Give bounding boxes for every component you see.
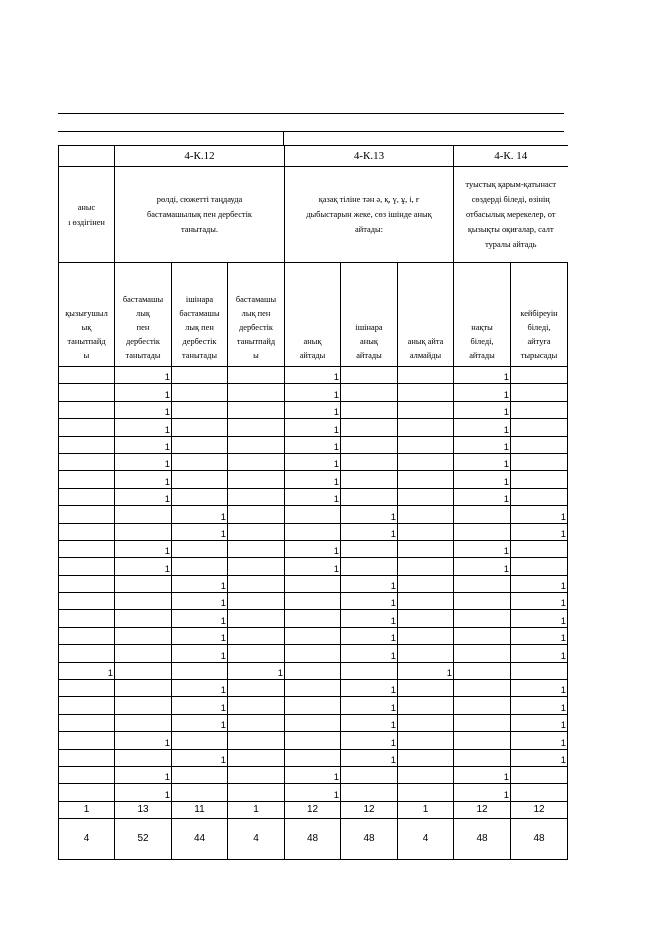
- data-cell: [285, 575, 341, 592]
- total-cell: 11: [172, 801, 228, 818]
- data-cell: 1: [285, 471, 341, 488]
- data-cell: [172, 766, 228, 783]
- data-cell: [511, 436, 568, 453]
- data-cell: 1: [341, 714, 398, 731]
- data-cell: [228, 471, 285, 488]
- table-row: [59, 784, 568, 801]
- data-cell: [59, 575, 115, 592]
- data-cell: [228, 523, 285, 540]
- data-cell: [228, 506, 285, 523]
- data-cell: [172, 732, 228, 749]
- table-row: [59, 558, 568, 575]
- data-cell: [285, 714, 341, 731]
- total-cell: 12: [285, 801, 341, 818]
- data-cell: [398, 645, 454, 662]
- data-cell: [454, 662, 511, 679]
- data-cell: [511, 384, 568, 401]
- data-cell: [228, 453, 285, 470]
- data-cell: 1: [115, 766, 172, 783]
- data-cell: 1: [341, 680, 398, 697]
- data-cell: [172, 540, 228, 557]
- level-header: анық айта алмайды: [398, 263, 454, 367]
- group-code: [59, 146, 115, 167]
- data-cell: [228, 697, 285, 714]
- data-cell: [172, 471, 228, 488]
- data-cell: 1: [454, 766, 511, 783]
- table-row: [59, 453, 568, 470]
- data-cell: [59, 523, 115, 540]
- data-cell: 1: [172, 610, 228, 627]
- data-cell: [398, 540, 454, 557]
- data-cell: 1: [341, 645, 398, 662]
- data-cell: [341, 367, 398, 384]
- table-row: [59, 419, 568, 436]
- table-row: [59, 627, 568, 644]
- data-cell: 1: [511, 506, 568, 523]
- data-cell: [59, 401, 115, 418]
- data-cell: [228, 540, 285, 557]
- data-cell: [59, 697, 115, 714]
- table-row: [59, 540, 568, 557]
- data-cell: [454, 506, 511, 523]
- data-cell: [511, 558, 568, 575]
- level-header: нақты біледі, айтады: [454, 263, 511, 367]
- data-cell: [454, 645, 511, 662]
- data-cell: 1: [115, 419, 172, 436]
- data-cell: 1: [341, 575, 398, 592]
- data-cell: 1: [115, 453, 172, 470]
- level-header-row: [59, 263, 568, 367]
- column-divider-line: [283, 131, 284, 145]
- assessment-table: [58, 145, 568, 860]
- data-cell: [115, 627, 172, 644]
- data-cell: 1: [511, 627, 568, 644]
- data-cell: [228, 680, 285, 697]
- data-cell: 1: [285, 766, 341, 783]
- data-cell: [115, 697, 172, 714]
- data-cell: 1: [172, 506, 228, 523]
- data-cell: 1: [511, 697, 568, 714]
- data-cell: 1: [115, 436, 172, 453]
- data-cell: 1: [285, 488, 341, 505]
- data-cell: [115, 610, 172, 627]
- data-cell: 1: [454, 488, 511, 505]
- data-cell: 1: [454, 401, 511, 418]
- data-cell: 1: [341, 593, 398, 610]
- data-cell: 1: [115, 471, 172, 488]
- table-row: [59, 714, 568, 731]
- data-cell: [454, 627, 511, 644]
- total-cell: 12: [511, 801, 568, 818]
- data-cell: 1: [341, 610, 398, 627]
- data-cell: 1: [511, 680, 568, 697]
- data-cell: 1: [59, 662, 115, 679]
- data-cell: 1: [454, 540, 511, 557]
- data-cell: [228, 784, 285, 801]
- data-cell: 1: [285, 436, 341, 453]
- data-cell: [454, 680, 511, 697]
- data-cell: 1: [115, 540, 172, 557]
- data-cell: [228, 575, 285, 592]
- data-cell: [115, 680, 172, 697]
- data-cell: [511, 367, 568, 384]
- data-cell: 1: [115, 732, 172, 749]
- data-cell: [285, 610, 341, 627]
- data-cell: [511, 471, 568, 488]
- total-cell: 12: [454, 801, 511, 818]
- data-cell: [172, 662, 228, 679]
- data-cell: 1: [511, 645, 568, 662]
- data-cell: 1: [511, 575, 568, 592]
- group-description: рөлді, сюжетті таңдауда бастамашылық пен дербестік танытады.: [115, 167, 285, 263]
- data-cell: 1: [115, 367, 172, 384]
- criterion-description-row: [59, 167, 568, 263]
- data-cell: 1: [454, 384, 511, 401]
- data-cell: [228, 419, 285, 436]
- data-cell: 1: [341, 523, 398, 540]
- data-cell: 1: [172, 593, 228, 610]
- data-cell: [285, 593, 341, 610]
- data-cell: [115, 645, 172, 662]
- data-cell: 1: [115, 558, 172, 575]
- data-cell: 1: [398, 662, 454, 679]
- data-cell: [172, 419, 228, 436]
- data-cell: [398, 471, 454, 488]
- data-cell: [172, 784, 228, 801]
- data-cell: 1: [172, 697, 228, 714]
- level-header: ішінара анық айтады: [341, 263, 398, 367]
- group-code: 4-К.13: [285, 146, 454, 167]
- data-cell: 1: [454, 784, 511, 801]
- data-cell: 1: [341, 506, 398, 523]
- criterion-code-row: [59, 146, 568, 167]
- data-cell: 1: [285, 401, 341, 418]
- data-cell: 1: [172, 680, 228, 697]
- table-row: [59, 367, 568, 384]
- data-cell: [454, 575, 511, 592]
- data-cell: [228, 401, 285, 418]
- total-cell: 1: [398, 801, 454, 818]
- percent-cell: 4: [59, 818, 115, 859]
- group-description: аныс ı өздігінен: [59, 167, 115, 263]
- total-cell: 1: [59, 801, 115, 818]
- top-border-line: [58, 113, 564, 114]
- data-cell: [172, 367, 228, 384]
- data-cell: 1: [115, 784, 172, 801]
- table-row: [59, 766, 568, 783]
- data-cell: [341, 453, 398, 470]
- data-cell: 1: [511, 610, 568, 627]
- data-cell: [59, 714, 115, 731]
- data-cell: [398, 367, 454, 384]
- percent-row: [59, 818, 568, 859]
- data-cell: [228, 714, 285, 731]
- data-cell: [511, 662, 568, 679]
- data-cell: 1: [454, 436, 511, 453]
- group-description: туыстық қарым-қатынаст сөздерді біледі, өзінің отбасылық мерекелер, от қызықты оқиғалар, салт туралы айтадь: [454, 167, 568, 263]
- data-cell: 1: [172, 627, 228, 644]
- data-cell: [115, 662, 172, 679]
- percent-cell: 48: [285, 818, 341, 859]
- data-cell: [398, 627, 454, 644]
- data-cell: 1: [172, 523, 228, 540]
- level-header: ішінара бастамашы лық пен дербестік танытады: [172, 263, 228, 367]
- data-cell: [59, 749, 115, 766]
- table-row: [59, 384, 568, 401]
- percent-cell: 44: [172, 818, 228, 859]
- data-cell: 1: [511, 714, 568, 731]
- data-cell: [115, 593, 172, 610]
- table-row: [59, 749, 568, 766]
- data-cell: [285, 645, 341, 662]
- data-cell: 1: [285, 540, 341, 557]
- data-cell: [172, 384, 228, 401]
- data-cell: [59, 732, 115, 749]
- data-cell: 1: [454, 471, 511, 488]
- data-cell: [228, 749, 285, 766]
- data-cell: 1: [341, 697, 398, 714]
- data-cell: 1: [341, 627, 398, 644]
- data-cell: 1: [285, 384, 341, 401]
- data-cell: 1: [341, 732, 398, 749]
- total-cell: 1: [228, 801, 285, 818]
- level-header: бастамашы лық пен дербестік танытпайд ы: [228, 263, 285, 367]
- data-cell: 1: [172, 714, 228, 731]
- data-cell: [228, 593, 285, 610]
- total-cell: 13: [115, 801, 172, 818]
- data-cell: [398, 436, 454, 453]
- table-row: [59, 680, 568, 697]
- data-cell: [454, 523, 511, 540]
- data-cell: [228, 610, 285, 627]
- data-cell: [115, 575, 172, 592]
- data-cell: [341, 401, 398, 418]
- data-cell: [285, 680, 341, 697]
- data-cell: [398, 680, 454, 697]
- data-cell: 1: [115, 384, 172, 401]
- group-code: 4-К.12: [115, 146, 285, 167]
- data-cell: 1: [511, 732, 568, 749]
- data-cell: [228, 384, 285, 401]
- data-cell: [59, 680, 115, 697]
- data-cell: [115, 749, 172, 766]
- data-cell: 1: [172, 645, 228, 662]
- percent-cell: 48: [341, 818, 398, 859]
- table-row: [59, 697, 568, 714]
- data-cell: [285, 523, 341, 540]
- data-cell: [398, 506, 454, 523]
- data-cell: [511, 488, 568, 505]
- data-cell: [341, 784, 398, 801]
- data-cell: 1: [454, 367, 511, 384]
- data-cell: [59, 471, 115, 488]
- data-cell: [59, 610, 115, 627]
- data-cell: [454, 714, 511, 731]
- data-cell: [398, 488, 454, 505]
- table-row: [59, 471, 568, 488]
- table-row: [59, 732, 568, 749]
- data-cell: [59, 540, 115, 557]
- data-cell: [285, 749, 341, 766]
- data-cell: [398, 766, 454, 783]
- data-cell: [454, 749, 511, 766]
- data-cell: [172, 453, 228, 470]
- data-cell: [59, 784, 115, 801]
- table-row: [59, 488, 568, 505]
- level-header: анық айтады: [285, 263, 341, 367]
- data-cell: 1: [454, 558, 511, 575]
- table-row: [59, 593, 568, 610]
- data-cell: [59, 384, 115, 401]
- data-cell: [398, 749, 454, 766]
- data-cell: [398, 558, 454, 575]
- data-cell: [341, 540, 398, 557]
- data-cell: 1: [228, 662, 285, 679]
- data-cell: [285, 697, 341, 714]
- table-row: [59, 436, 568, 453]
- data-cell: [454, 732, 511, 749]
- data-cell: [511, 766, 568, 783]
- data-cell: [398, 732, 454, 749]
- data-cell: [59, 766, 115, 783]
- data-cell: 1: [285, 367, 341, 384]
- data-cell: [172, 488, 228, 505]
- level-header: қызығушыл ық танытпайд ы: [59, 263, 115, 367]
- data-cell: [341, 558, 398, 575]
- data-cell: [511, 540, 568, 557]
- percent-cell: 52: [115, 818, 172, 859]
- data-cell: [285, 627, 341, 644]
- percent-cell: 4: [228, 818, 285, 859]
- table-row: [59, 575, 568, 592]
- data-cell: 1: [511, 523, 568, 540]
- data-cell: [398, 593, 454, 610]
- data-cell: 1: [511, 593, 568, 610]
- data-cell: 1: [172, 749, 228, 766]
- table-row: [59, 662, 568, 679]
- group-code: 4-К. 14: [454, 146, 568, 167]
- data-cell: [59, 453, 115, 470]
- group-description: қазақ тіліне тән ә, қ, ү, ұ, і, ғ дыбыстарын жеке, сөз ішінде анық айтады:: [285, 167, 454, 263]
- level-header: кейбіреуін біледі, айтуға тырысады: [511, 263, 568, 367]
- data-cell: [398, 575, 454, 592]
- data-cell: [228, 488, 285, 505]
- data-cell: [398, 523, 454, 540]
- data-cell: [511, 401, 568, 418]
- data-cell: [285, 732, 341, 749]
- data-cell: [341, 436, 398, 453]
- data-cell: [341, 384, 398, 401]
- data-cell: [115, 714, 172, 731]
- data-cell: 1: [115, 401, 172, 418]
- data-cell: [341, 488, 398, 505]
- data-cell: 1: [511, 749, 568, 766]
- data-cell: 1: [285, 419, 341, 436]
- data-cell: [285, 662, 341, 679]
- table-row: [59, 506, 568, 523]
- data-cell: [454, 610, 511, 627]
- total-cell: 12: [341, 801, 398, 818]
- data-cell: [228, 367, 285, 384]
- data-cell: [341, 471, 398, 488]
- data-cell: [285, 506, 341, 523]
- data-cell: 1: [454, 419, 511, 436]
- data-cell: 1: [115, 488, 172, 505]
- data-cell: [172, 558, 228, 575]
- data-cell: 1: [285, 453, 341, 470]
- data-cell: [228, 627, 285, 644]
- data-cell: 1: [341, 749, 398, 766]
- data-cell: 1: [172, 575, 228, 592]
- percent-cell: 4: [398, 818, 454, 859]
- data-cell: [398, 453, 454, 470]
- table-row: [59, 645, 568, 662]
- data-cell: [172, 401, 228, 418]
- data-cell: [398, 697, 454, 714]
- data-cell: [398, 419, 454, 436]
- data-cell: [228, 645, 285, 662]
- data-cell: [59, 506, 115, 523]
- data-cell: [511, 419, 568, 436]
- percent-cell: 48: [511, 818, 568, 859]
- level-header: бастамашы лық пен дербестік танытады: [115, 263, 172, 367]
- data-cell: [115, 523, 172, 540]
- table-row: [59, 610, 568, 627]
- data-cell: [59, 419, 115, 436]
- data-cell: [341, 419, 398, 436]
- data-cell: [511, 453, 568, 470]
- data-cell: [511, 784, 568, 801]
- data-cell: [454, 697, 511, 714]
- data-cell: 1: [285, 784, 341, 801]
- data-cell: [398, 714, 454, 731]
- data-cell: [398, 610, 454, 627]
- table-row: [59, 401, 568, 418]
- data-cell: [228, 766, 285, 783]
- percent-cell: 48: [454, 818, 511, 859]
- data-cell: [398, 401, 454, 418]
- data-cell: [228, 436, 285, 453]
- data-cell: [59, 367, 115, 384]
- data-cell: [59, 436, 115, 453]
- data-cell: 1: [454, 453, 511, 470]
- data-cell: 1: [285, 558, 341, 575]
- table-row: [59, 523, 568, 540]
- second-border-line: [58, 131, 564, 132]
- data-cell: [59, 488, 115, 505]
- data-cell: [59, 593, 115, 610]
- data-cell: [115, 506, 172, 523]
- data-cell: [228, 558, 285, 575]
- data-cell: [341, 766, 398, 783]
- data-cell: [59, 627, 115, 644]
- data-cell: [341, 662, 398, 679]
- data-cell: [398, 784, 454, 801]
- data-cell: [454, 593, 511, 610]
- data-cell: [172, 436, 228, 453]
- totals-row: [59, 801, 568, 818]
- data-cell: [59, 645, 115, 662]
- data-cell: [59, 558, 115, 575]
- data-cell: [398, 384, 454, 401]
- data-cell: [228, 732, 285, 749]
